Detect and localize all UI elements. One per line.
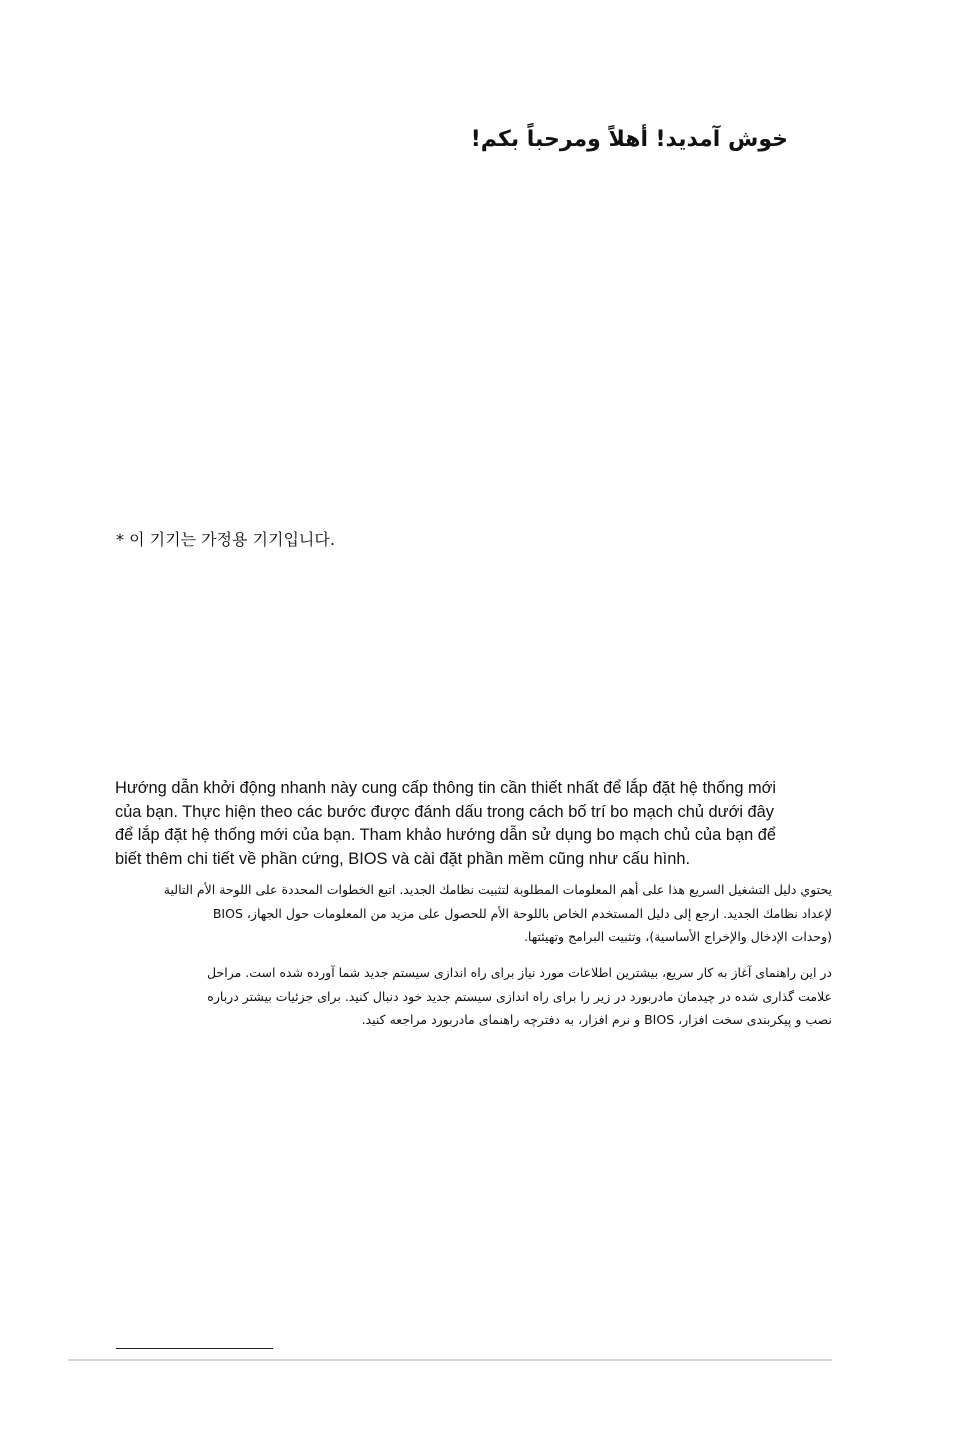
korean-household-note: * 이 기기는 가정용 기기입니다. [116, 530, 335, 549]
vietnamese-line: của bạn. Thực hiện theo các bước được đánh dấu trong cách bố trí bo mạch chủ dưới đây [115, 802, 774, 821]
footnote-divider [116, 1348, 273, 1349]
persian-line: در این راهنمای آغاز به کار سریع، بیشترین اطلاعات مورد نیاز برای راه اندازی سیستم جدید شما آورده شده است. مراحل [207, 965, 832, 980]
arabic-line: (وحدات الإدخال والإخراج الأساسية)، وتثبيت البرامج وتهيئتها. [523, 929, 832, 944]
vietnamese-paragraph [115, 777, 835, 871]
vietnamese-line: Hướng dẫn khởi động nhanh này cung cấp thông tin cần thiết nhất để lắp đặt hệ thống mới [115, 779, 777, 797]
heading-arabic-welcome: أهلاً ومرحباً بكم! [470, 127, 648, 152]
persian-line: علامت گذاری شده در چیدمان مادربورد در زیر را برای راه اندازی سیستم جدید خود دنبال کنید. برای جزئیات بیشتر درباره [207, 988, 832, 1004]
heading-persian-welcome: خوش آمدید! [655, 127, 788, 152]
arabic-paragraph [112, 878, 832, 949]
arabic-line: يحتوي دليل التشغيل السريع هذا على أهم المعلومات المطلوبة لتثبيت نظامك الجديد. اتبع الخطوات المحددة على اللوحة الأم التالية [163, 882, 832, 897]
vietnamese-line: để lắp đặt hệ thống mới của bạn. Tham khảo hướng dẫn sử dụng bo mạch chủ của bạn để [115, 826, 776, 845]
arabic-line: لإعداد نظامك الجديد. ارجع إلى دليل المستخدم الخاص باللوحة الأم للحصول على مزيد من المعلومات حول الجهاز، BIOS [212, 905, 832, 921]
vietnamese-line: biết thêm chi tiết về phần cứng, BIOS và cài đặt phần mềm cũng như cấu hình. [115, 849, 691, 868]
persian-line: نصب و پیکربندی سخت افزار، BIOS و نرم افزار، به دفترچه راهنمای مادربورد مراجعه کنید. [361, 1012, 832, 1027]
footer-divider [68, 1359, 832, 1361]
persian-paragraph [112, 961, 832, 1032]
